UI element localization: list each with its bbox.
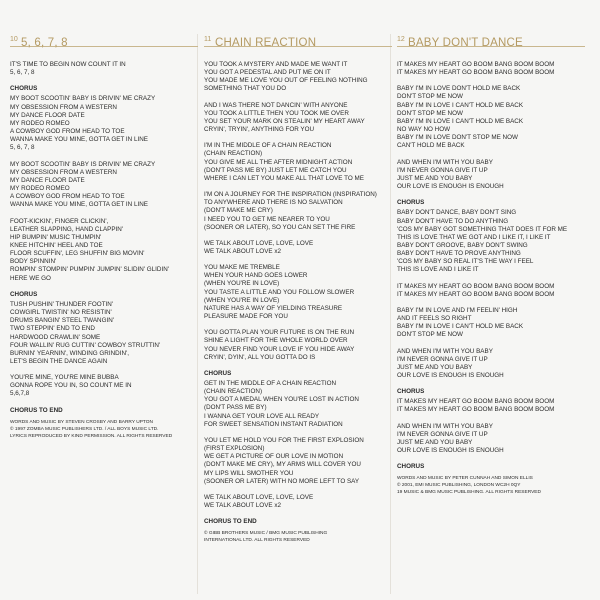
lyric-line: AND WHEN I'M WITH YOU BABY bbox=[397, 347, 493, 355]
lyric-line: BABY DON'T GROOVE, BABY DON'T SWING bbox=[397, 241, 528, 249]
lyric-line: WHERE I CAN LET YOU MAKE ALL THAT LOVE TO ME bbox=[204, 174, 364, 182]
credit-line: © 1997 ZOMBA MUSIC PUBLISHERS LTD. / ALL BOYS MUSIC LTD. bbox=[10, 426, 159, 432]
song-header bbox=[10, 26, 198, 47]
lyric-line: MY LIPS WILL SMOTHER YOU bbox=[204, 469, 294, 477]
lyric-line: MY DANCE FLOOR DATE bbox=[10, 111, 85, 119]
lyric-line: WE GET A PICTURE OF OUR LOVE IN MOTION bbox=[204, 453, 344, 461]
lyric-line: OUR LOVE IS ENOUGH IS ENOUGH bbox=[397, 183, 504, 191]
lyric-line: IT MAKES MY HEART GO BOOM BANG BOOM BOOM bbox=[397, 69, 555, 77]
lyric-line: IT MAKES MY HEART GO BOOM BANG BOOM BOOM bbox=[397, 61, 555, 68]
credit-line: INTERNATIONAL LTD. ALL RIGHTS RESERVED bbox=[204, 538, 310, 544]
lyric-line: I'M IN THE MIDDLE OF A CHAIN REACTION bbox=[204, 142, 332, 150]
lyric-line: FOR SWEET SENSATION INSTANT RADIATION bbox=[204, 420, 343, 428]
lyric-line: YOU SET YOUR MARK ON STEALIN' MY HEART AWAY bbox=[204, 117, 365, 125]
lyric-line: YOU MAKE ME TREMBLE bbox=[204, 264, 280, 272]
lyric-line: YOU MADE ME LOVE YOU OUT OF FEELING NOTHING bbox=[204, 77, 368, 85]
lyric-line: BURNIN' YEARNIN', WINDING GRINDIN', bbox=[10, 349, 129, 357]
lyric-line: YOU NEVER FIND YOUR LOVE IF YOU HIDE AWAY bbox=[204, 345, 355, 353]
lyric-line: AND IT FEELS SO RIGHT bbox=[397, 315, 472, 323]
lyric-line: MY BOOT SCOOTIN' BABY IS DRIVIN' ME CRAZY bbox=[10, 160, 156, 168]
lyric-line: FLOOR SCUFFIN', LEG SHUFFIN' BIG MOVIN' bbox=[10, 250, 145, 258]
lyric-line: FOUR WALLIN' RUG CUTTIN' COWBOY STRUTTIN' bbox=[10, 341, 161, 349]
lyric-line: DON'T STOP ME NOW bbox=[397, 109, 463, 117]
lyric-stanza bbox=[204, 61, 392, 94]
lyric-line: NATURE HAS A WAY OF YIELDING TREASURE bbox=[204, 304, 343, 312]
lyric-line: AND I WAS THERE NOT DANCIN' WITH ANYONE bbox=[204, 101, 348, 109]
lyric-line: TUSH PUSHIN' THUNDER FOOTIN' bbox=[10, 300, 114, 308]
lyric-line: YOU GOT A MEDAL WHEN YOU'RE LOST IN ACTION bbox=[204, 396, 359, 404]
lyric-line: IT MAKES MY HEART GO BOOM BANG BOOM BOOM bbox=[397, 406, 555, 414]
lyric-line: FOOT-KICKIN', FINGER CLICKIN', bbox=[10, 217, 109, 225]
lyric-line: YOU LET ME HOLD YOU FOR THE FIRST EXPLOSION bbox=[204, 436, 364, 444]
lyric-stanza bbox=[204, 191, 392, 232]
lyric-line: MY OBSESSION FROM A WESTERN bbox=[10, 168, 117, 176]
lyric-line: WE TALK ABOUT LOVE x2 bbox=[204, 502, 281, 510]
credit-line: LYRICS REPRODUCED BY KIND PERMISSION. ALL RIGHTS RESERVED bbox=[10, 433, 173, 439]
lyric-line: HIP BUMPIN' MUSIC THUMPIN' bbox=[10, 233, 102, 241]
lyric-line: KNEE HITCHIN' HEEL AND TOE bbox=[10, 241, 103, 249]
credit-line: © 2001, EMI MUSIC PUBLISHING, LONDON WC2H 0QY bbox=[397, 483, 521, 489]
lyric-line: BABY I'M IN LOVE I CAN'T HOLD ME BACK bbox=[397, 101, 524, 109]
lyric-line: JUST ME AND YOU BABY bbox=[397, 174, 473, 182]
lyrics-body bbox=[204, 61, 392, 544]
lyric-line: TO ANYWHERE AND THERE IS NO SALVATION bbox=[204, 199, 343, 207]
section-label: CHORUS bbox=[397, 463, 425, 471]
lyric-stanza bbox=[397, 283, 585, 299]
lyric-line: A COWBOY GOD FROM HEAD TO TOE bbox=[10, 128, 125, 136]
song-column-3 bbox=[397, 26, 585, 504]
lyric-line: JUST ME AND YOU BABY bbox=[397, 363, 473, 371]
lyric-line: (WHEN YOU'RE IN LOVE) bbox=[204, 280, 280, 288]
lyric-stanza bbox=[204, 380, 392, 429]
lyric-line: MY BOOT SCOOTIN' BABY IS DRIVIN' ME CRAZY bbox=[10, 95, 156, 103]
lyric-line: YOU TOOK A MYSTERY AND MADE ME WANT IT bbox=[204, 61, 348, 68]
lyric-line: BABY I'M IN LOVE AND I'M FEELIN' HIGH bbox=[397, 306, 518, 314]
lyric-line: MY DANCE FLOOR DATE bbox=[10, 176, 85, 184]
lyric-line: OUR LOVE IS ENOUGH IS ENOUGH bbox=[397, 372, 504, 379]
lyric-line: (DON'T MAKE ME CRY), MY ARMS WILL COVER YOU bbox=[204, 461, 361, 469]
lyric-line: AND WHEN I'M WITH YOU BABY bbox=[397, 422, 493, 430]
credits-block bbox=[10, 419, 198, 440]
lyric-line: I'M NEVER GONNA GIVE IT UP bbox=[397, 430, 488, 438]
lyric-line: MY RODEO ROMEO bbox=[10, 185, 70, 193]
lyric-line: CRYIN', TRYIN', ANYTHING FOR YOU bbox=[204, 126, 315, 134]
lyric-line: OUR LOVE IS ENOUGH IS ENOUGH bbox=[397, 447, 504, 455]
lyric-line: A COWBOY GOD FROM HEAD TO TOE bbox=[10, 193, 125, 201]
lyric-line: I WANNA GET YOUR LOVE ALL READY bbox=[204, 412, 320, 420]
lyric-stanza bbox=[397, 159, 585, 192]
lyric-line: THIS IS LOVE THAT WE GOT AND I LIKE IT, I LIKE IT bbox=[397, 233, 551, 241]
lyric-stanza bbox=[204, 264, 392, 321]
lyric-line: DRUMS BANGIN' STEEL TWANGIN' bbox=[10, 317, 114, 325]
lyric-line: YOU TOOK A LITTLE THEN YOU TOOK ME OVER bbox=[204, 109, 349, 117]
song-column-1 bbox=[10, 26, 198, 448]
section-label: CHORUS bbox=[397, 199, 425, 207]
lyric-line: CAN'T HOLD ME BACK bbox=[397, 142, 465, 150]
lyric-line: WANNA MAKE YOU MINE, GOTTA GET IN LINE bbox=[10, 201, 148, 209]
lyric-line: JUST ME AND YOU BABY bbox=[397, 438, 473, 446]
lyric-line: WHEN YOUR HAND GOES LOWER bbox=[204, 272, 308, 280]
lyric-line: PLEASURE MADE FOR YOU bbox=[204, 313, 288, 321]
lyric-line: (CHAIN REACTION) bbox=[204, 150, 263, 158]
lyric-stanza bbox=[204, 240, 392, 256]
lyric-stanza bbox=[204, 437, 392, 486]
lyric-stanza bbox=[204, 329, 392, 362]
song-column-2 bbox=[204, 26, 392, 552]
section-label: CHORUS TO END bbox=[204, 518, 257, 526]
lyric-line: CRYIN', DYIN', ALL YOU GOTTA DO IS bbox=[204, 353, 316, 361]
lyric-stanza bbox=[10, 61, 198, 77]
lyric-stanza bbox=[10, 218, 198, 283]
lyric-line: YOU GOT A PEDESTAL AND PUT ME ON IT bbox=[204, 69, 331, 77]
lyric-stanza bbox=[10, 301, 198, 366]
song-header bbox=[204, 26, 392, 47]
lyrics-body bbox=[397, 61, 585, 496]
lyric-line: WE TALK ABOUT LOVE, LOVE, LOVE bbox=[204, 239, 314, 247]
lyric-line: I'M NEVER GONNA GIVE IT UP bbox=[397, 355, 488, 363]
lyric-line: WE TALK ABOUT LOVE, LOVE, LOVE bbox=[204, 493, 314, 501]
section-label: CHORUS bbox=[204, 369, 232, 377]
lyric-line: BABY I'M IN LOVE DON'T HOLD ME BACK bbox=[397, 85, 521, 93]
lyric-line: (DON'T PASS ME BY) JUST LET ME CATCH YOU bbox=[204, 166, 347, 174]
lyric-stanza bbox=[397, 209, 585, 274]
lyric-line: GET IN THE MIDDLE OF A CHAIN REACTION bbox=[204, 380, 337, 387]
lyric-line: DON'T STOP ME NOW bbox=[397, 331, 463, 339]
credit-line: 19 MUSIC & BMG MUSIC PUBLISHING. ALL RIGHTS RESERVED bbox=[397, 490, 541, 496]
lyric-stanza bbox=[10, 161, 198, 210]
lyric-line: HARDWOOD CRAWLIN' SOME bbox=[10, 333, 101, 341]
lyric-line: I NEED YOU TO GET ME NEARER TO YOU bbox=[204, 215, 330, 223]
lyric-line: I'M NEVER GONNA GIVE IT UP bbox=[397, 166, 488, 174]
lyric-stanza bbox=[397, 398, 585, 414]
track-number: 10 bbox=[10, 35, 18, 43]
song-header bbox=[397, 26, 585, 47]
lyric-line: BABY DON'T HAVE TO DO ANYTHING bbox=[397, 217, 509, 225]
lyric-line: BABY DON'T DANCE, BABY DON'T SING bbox=[397, 209, 517, 217]
lyric-line: DON'T STOP ME NOW bbox=[397, 93, 463, 101]
song-title: 5, 6, 7, 8 bbox=[21, 36, 68, 49]
lyric-line: ROMPIN' STOMPIN' PUMPIN' JUMPIN' SLIDIN' GLIDIN' bbox=[10, 266, 169, 274]
lyric-stanza bbox=[10, 374, 198, 398]
credit-line: WORDS AND MUSIC BY PETER CUNNAH AND SIMON ELLIS bbox=[397, 476, 533, 482]
lyric-line: COWGIRL TWISTIN' NO RESISTIN' bbox=[10, 309, 112, 317]
lyric-stanza bbox=[10, 95, 198, 152]
track-number: 12 bbox=[397, 35, 405, 43]
lyric-line: YOU GIVE ME ALL THE AFTER MIDNIGHT ACTION bbox=[204, 158, 353, 166]
lyric-line: 5, 6, 7, 8 bbox=[10, 144, 35, 152]
lyric-line: THIS IS LOVE AND I LIKE IT bbox=[397, 266, 479, 274]
lyric-line: BODY SPINNIN' bbox=[10, 258, 57, 266]
lyric-line: NO WAY NO HOW bbox=[397, 126, 451, 134]
lyric-line: IT'S TIME TO BEGIN NOW COUNT IT IN bbox=[10, 61, 126, 68]
lyric-line: MY OBSESSION FROM A WESTERN bbox=[10, 103, 117, 111]
lyric-line: BABY I'M IN LOVE I CAN'T HOLD ME BACK bbox=[397, 323, 524, 331]
credit-line: WORDS AND MUSIC BY STEVEN CROSBY AND BARRY UPTON bbox=[10, 419, 153, 425]
lyric-line: IT MAKES MY HEART GO BOOM BANG BOOM BOOM bbox=[397, 282, 555, 290]
lyric-line: 'COS MY BABY SO REAL IT'S THE WAY I FEEL bbox=[397, 258, 534, 266]
lyric-line: 5,6,7,8 bbox=[10, 390, 30, 398]
lyric-line: GONNA ROPE YOU IN, SO COUNT ME IN bbox=[10, 382, 132, 390]
lyric-stanza bbox=[204, 142, 392, 183]
lyric-line: AND WHEN I'M WITH YOU BABY bbox=[397, 158, 493, 166]
credits-block bbox=[397, 475, 585, 496]
lyrics-body bbox=[10, 61, 198, 440]
lyric-line: 5, 6, 7, 8 bbox=[10, 69, 35, 77]
lyric-line: BABY I'M IN LOVE I CAN'T HOLD ME BACK bbox=[397, 117, 524, 125]
lyric-line: LEATHER SLAPPING, HAND CLAPPIN' bbox=[10, 225, 124, 233]
lyric-line: SOMETHING THAT YOU DO bbox=[204, 85, 287, 93]
section-label: CHORUS bbox=[397, 388, 425, 396]
lyric-stanza bbox=[204, 494, 392, 510]
lyric-stanza bbox=[397, 348, 585, 381]
section-label: CHORUS bbox=[10, 85, 38, 93]
lyric-line: YOU'RE MINE, YOU'RE MINE BUBBA bbox=[10, 374, 119, 382]
lyric-stanza bbox=[397, 423, 585, 456]
credits-block bbox=[204, 530, 392, 544]
lyric-stanza bbox=[397, 85, 585, 150]
lyric-line: HERE WE GO bbox=[10, 274, 51, 282]
lyric-line: MY RODEO ROMEO bbox=[10, 119, 70, 127]
lyric-line: (CHAIN REACTION) bbox=[204, 388, 263, 396]
lyric-line: IT MAKES MY HEART GO BOOM BANG BOOM BOOM bbox=[397, 290, 555, 298]
lyric-line: (FIRST EXPLOSION) bbox=[204, 445, 265, 453]
lyric-line: (WHEN YOU'RE IN LOVE) bbox=[204, 296, 280, 304]
lyric-stanza bbox=[397, 307, 585, 340]
lyric-line: BABY DON'T HAVE TO PROVE ANYTHING bbox=[397, 250, 521, 258]
track-number: 11 bbox=[204, 35, 212, 43]
lyric-line: (DON'T PASS ME BY) bbox=[204, 404, 267, 412]
lyric-line: YOU GOTTA PLAN YOUR FUTURE IS ON THE RUN bbox=[204, 329, 355, 337]
lyric-line: WE TALK ABOUT LOVE x2 bbox=[204, 247, 281, 255]
lyric-stanza bbox=[397, 61, 585, 77]
section-label: CHORUS TO END bbox=[10, 406, 63, 414]
lyric-line: (DON'T MAKE ME CRY) bbox=[204, 207, 273, 215]
song-title: CHAIN REACTION bbox=[215, 36, 317, 49]
lyric-line: TWO STEPPIN' END TO END bbox=[10, 325, 95, 333]
lyric-line: BABY I'M IN LOVE DON'T STOP ME NOW bbox=[397, 134, 518, 142]
lyric-line: 'COS MY BABY GOT SOMETHING THAT DOES IT FOR ME bbox=[397, 225, 568, 233]
lyric-line: IT MAKES MY HEART GO BOOM BANG BOOM BOOM bbox=[397, 398, 555, 406]
section-label: CHORUS bbox=[10, 290, 38, 298]
song-title: BABY DON'T DANCE bbox=[408, 36, 523, 49]
lyric-stanza bbox=[204, 102, 392, 135]
lyric-line: YOU TASTE A LITTLE AND YOU FOLLOW SLOWER bbox=[204, 288, 355, 296]
lyric-line: (SOONER OR LATER) WITH NO MORE LEFT TO SAY bbox=[204, 477, 360, 485]
lyric-line: SHINE A LIGHT FOR THE WHOLE WORLD OVER bbox=[204, 337, 348, 345]
lyric-line: I'M ON A JOURNEY FOR THE INSPIRATION (INSPIRATION) bbox=[204, 191, 377, 199]
lyric-line: LET'S BEGIN THE DANCE AGAIN bbox=[10, 358, 108, 365]
credit-line: © GIBB BROTHERS MUSIC / BMG MUSIC PUBLISHING bbox=[204, 531, 328, 537]
lyric-line: (SOONER OR LATER), SO YOU CAN SET THE FIRE bbox=[204, 223, 356, 231]
lyric-line: WANNA MAKE YOU MINE, GOTTA GET IN LINE bbox=[10, 136, 148, 144]
